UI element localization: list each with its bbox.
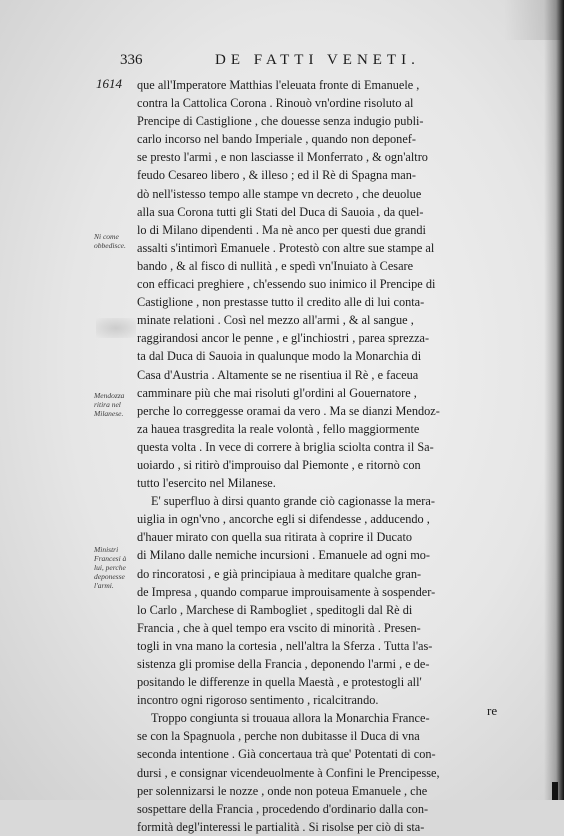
text-line: togli in vna mano la cortesia , nell'altra la Sferza . Tutta l'as-	[137, 638, 433, 653]
text-line: Casa d'Austria . Altamente se ne risentiua il Rè , e faceua	[137, 367, 419, 382]
page-number: 336	[120, 52, 143, 68]
margin-year: 1614	[96, 76, 122, 91]
text-line: alla sua Corona tutti gli Stati del Duca di Sauoia , da quel-	[137, 204, 424, 219]
text-line: sospettare della Francia , procedendo d'ordinario dalla con-	[137, 801, 429, 816]
running-head: DE FATTI VENETI.	[215, 52, 420, 68]
text-line: lo di Milano dipendenti . Ma nè anco per questi due grandi	[137, 222, 426, 237]
text-line: lo Carlo , Marchese di Rambogliet , speditogli dal Rè di	[137, 602, 413, 617]
text-line: Francia , che à quel tempo era vscito di minorità . Presen-	[137, 620, 421, 635]
text-line: raggirandosi ancor le penne , e gl'inchiostri , parea sprezza-	[137, 331, 430, 346]
text-line: do rincoratosi , e già principiaua à meditare qualche gran-	[137, 566, 422, 581]
text-line: contra la Cattolica Corona . Rinouò vn'ordine risoluto al	[137, 96, 414, 111]
text-line: questa volta . In vece di correre à briglia sciolta contra il Sa-	[137, 439, 434, 454]
body-text	[137, 76, 517, 836]
text-line: feudo Cesareo libero , & illeso ; ed il Rè di Spagna man-	[137, 168, 417, 183]
text-line: bando , & al fisco di nullità , e spedì vn'Inuiato à Cesare	[137, 258, 414, 273]
margin-note: Mendozza ritira nel Milanese.	[94, 391, 125, 418]
page-header	[100, 52, 540, 72]
text-line: camminare più che mai risoluti gl'ordini al Gouernatore ,	[137, 385, 417, 400]
text-line: de Impresa , quando comparue improuisamente à sospender-	[137, 584, 436, 599]
text-line: Prencipe di Castiglione , che douesse senza indugio publi-	[137, 114, 424, 129]
text-line: que all'Imperatore Matthias l'eleuata fronte di Emanuele ,	[137, 78, 420, 92]
text-line: dò nell'istesso tempo alle stampe vn decreto , che deuolue	[137, 186, 422, 201]
text-line: dursi , e consignar vicendeuolmente à Confini le Prencipesse,	[137, 765, 440, 780]
text-line: za hauea trasgredita la reale volontà , fello maggiormente	[137, 421, 420, 436]
margin-note: Ni come obbedisce.	[94, 232, 126, 250]
catchword: re	[487, 703, 498, 718]
text-line: Castiglione , non prestasse tutto il credito alle di lui conta-	[137, 295, 425, 310]
text-line: minate relationi . Così nel mezzo all'armi , & al sangue ,	[137, 313, 414, 328]
text-line: assalti s'intimorì Emanuele . Protestò con altre sue stampe al	[137, 240, 435, 255]
text-line: formità degl'interessi le partialità . Si risolse per ciò di sta-	[137, 819, 425, 834]
text-line: di Milano dalle nemiche incursioni . Emanuele ad ogni mo-	[137, 548, 430, 563]
text-line: se con la Spagnuola , perche non dubitasse il Duca di vna	[137, 729, 420, 744]
text-line: E' superfluo à dirsi quanto grande ciò cagionasse la mera-	[151, 494, 435, 509]
binding-mark	[552, 782, 558, 800]
text-line: perche lo correggesse oramai da vero . Ma se dianzi Mendoz-	[137, 403, 440, 418]
text-line: positando le differenze in quella Maestà , e protestogli all'	[137, 675, 422, 690]
text-line: sistenza gli promise della Francia , deponendo l'armi , e de-	[137, 657, 430, 671]
text-line: ta dal Duca di Sauoia in qualunque modo la Monarchia di	[137, 349, 422, 364]
page-gutter-shadow	[544, 0, 564, 800]
text-line: uoiardo , si ritirò d'improuiso dal Piemonte , e ritornò con	[137, 457, 421, 472]
text-line: d'hauer mirato con quella sua ritirata à coprire il Ducato	[137, 530, 413, 545]
text-line: incontro ogni rigoroso sentimento , ricalcitrando.	[137, 693, 379, 708]
text-line: se presto l'armi , e non lasciasse il Monferrato , & ogn'altro	[137, 150, 428, 165]
ink-blot	[96, 318, 136, 338]
text-line: per solennizarsi le nozze , onde non poteua Emanuele , che	[137, 783, 428, 798]
text-line: con efficaci preghiere , ch'essendo suo inimico il Prencipe di	[137, 277, 436, 292]
text-line: Troppo congiunta si trouaua allora la Monarchia France-	[151, 711, 430, 726]
text-line: uiglia in ogn'vno , ancorche egli si difendesse , adducendo ,	[137, 512, 430, 527]
text-line: tutto l'esercito nel Milanese.	[137, 476, 276, 491]
text-line: seconda intentione . Già concertaua trà que' Potentati di con-	[137, 747, 436, 762]
text-line: carlo incorso nel bando Imperiale , quando non deponef-	[137, 132, 416, 147]
margin-note: Ministri Francesi à lui, perche deponesse l'armi.	[94, 545, 127, 590]
